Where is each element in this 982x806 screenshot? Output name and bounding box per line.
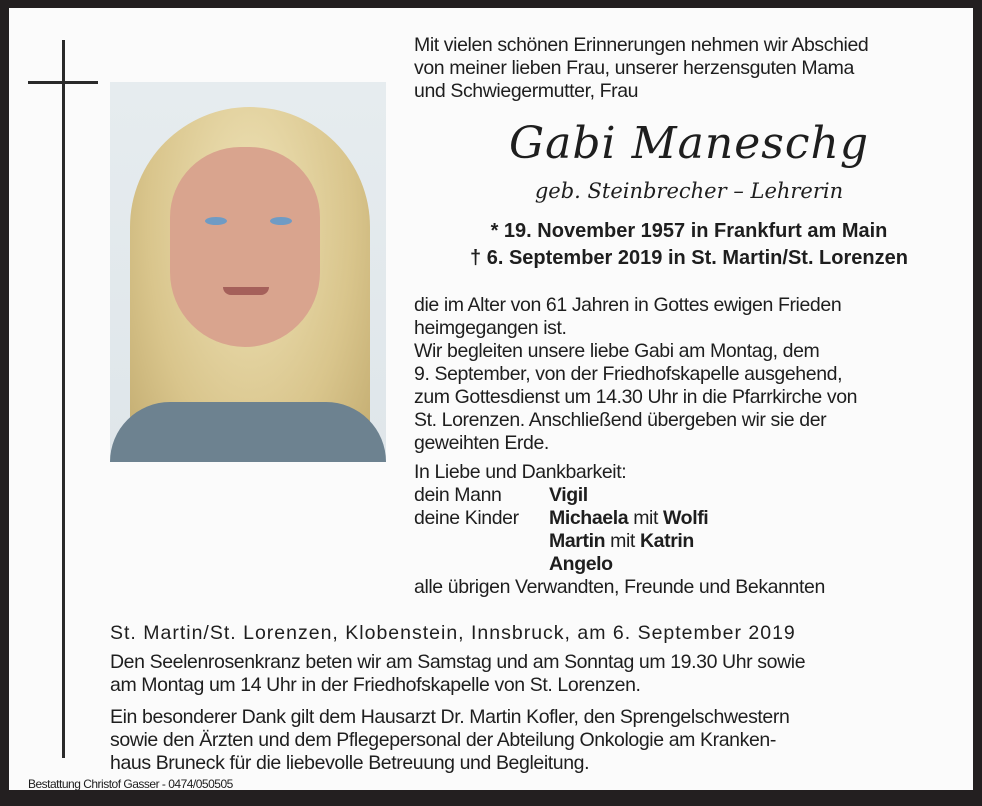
funeral-text: [414, 294, 964, 455]
family-member: Martin: [549, 530, 606, 552]
death-date: † 6. September 2019 in St. Martin/St. Lorenzen: [470, 247, 908, 269]
family-member: Katrin: [639, 530, 694, 552]
relation: dein Mann: [414, 484, 502, 506]
family-heading: In Liebe und Dankbarkeit:: [414, 461, 627, 483]
intro-text: [414, 34, 964, 103]
text-line: Wir begleiten unsere liebe Gabi am Montag, dem: [414, 340, 820, 362]
text-line: haus Bruneck für die liebevolle Betreuung und Begleitung.: [110, 752, 590, 774]
cross-icon-bar: [28, 81, 98, 84]
connector: mit: [633, 507, 658, 529]
family-member: Angelo: [549, 553, 613, 575]
obituary-notice: [9, 8, 973, 790]
text-line: Ein besonderer Dank gilt dem Hausarzt Dr. Martin Kofler, den Sprengelschwestern: [110, 706, 790, 728]
text-line: die im Alter von 61 Jahren in Gottes ewigen Frieden: [414, 294, 842, 316]
text-line: heimgegangen ist.: [414, 317, 567, 339]
family-member: Michaela: [549, 507, 629, 529]
family-member: Vigil: [549, 484, 588, 506]
deceased-name: Gabi Maneschg: [509, 118, 869, 169]
funeral-home-credit: Bestattung Christof Gasser - 0474/050505: [28, 777, 233, 791]
text-line: geweihten Erde.: [414, 432, 549, 454]
place-date: St. Martin/St. Lorenzen, Klobenstein, Innsbruck, am 6. September 2019: [110, 622, 796, 644]
portrait-photo: [110, 82, 386, 462]
text-line: 9. September, von der Friedhofskapelle ausgehend,: [414, 363, 843, 385]
text-line: sowie den Ärzten und dem Pflegepersonal der Abteilung Onkologie am Kranken-: [110, 729, 776, 751]
family-member: Wolfi: [663, 507, 709, 529]
connector: mit: [610, 530, 635, 552]
other-relatives: alle übrigen Verwandten, Freunde und Bekannten: [414, 576, 825, 598]
text-line: Mit vielen schönen Erinnerungen nehmen wir Abschied: [414, 34, 869, 56]
maiden-name: geb. Steinbrecher – Lehrerin: [534, 179, 844, 203]
relation: deine Kinder: [414, 507, 519, 529]
text-line: St. Lorenzen. Anschließend übergeben wir sie der: [414, 409, 827, 431]
birth-date: * 19. November 1957 in Frankfurt am Main: [490, 220, 888, 242]
text-line: und Schwiegermutter, Frau: [414, 80, 639, 102]
rosary-text: [110, 651, 965, 697]
family-list: [414, 461, 964, 599]
text-line: Den Seelenrosenkranz beten wir am Samstag und am Sonntag um 19.30 Uhr sowie: [110, 651, 806, 673]
text-line: zum Gottesdienst um 14.30 Uhr in die Pfarrkirche von: [414, 386, 858, 408]
life-dates: [414, 218, 964, 272]
thanks-text: [110, 706, 965, 775]
text-line: am Montag um 14 Uhr in der Friedhofskapelle von St. Lorenzen.: [110, 674, 641, 696]
text-line: von meiner lieben Frau, unserer herzensguten Mama: [414, 57, 854, 79]
cross-icon: [62, 40, 65, 758]
